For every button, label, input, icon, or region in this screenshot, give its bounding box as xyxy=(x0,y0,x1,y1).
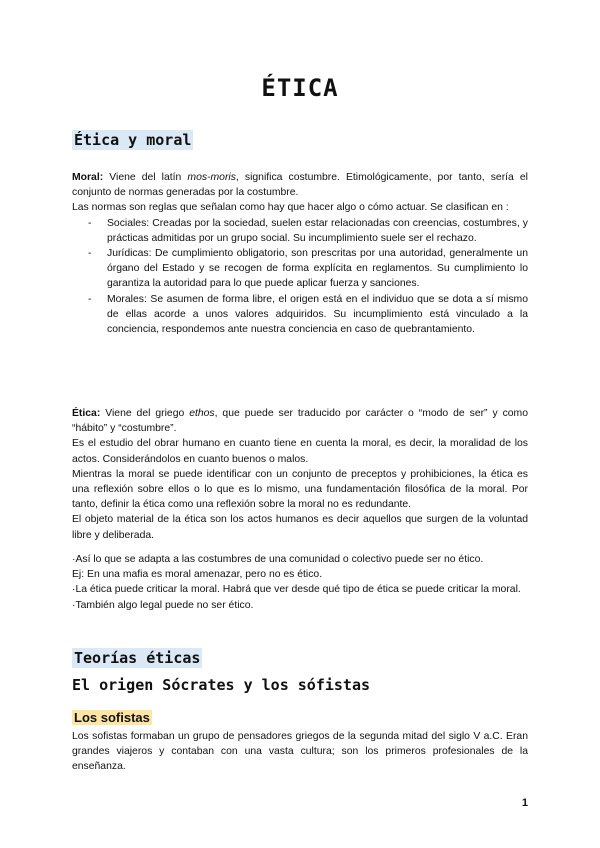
note-line: Ej: En una mafia es moral amenazar, pero no es ético. xyxy=(72,569,323,581)
etica-definition xyxy=(72,406,528,543)
list-item xyxy=(72,216,528,246)
notes-block xyxy=(72,552,528,613)
list-item-text: Morales: Se asumen de forma libre, el origen está en el individuo que se dota a sí mismo de ellas acorde a unos valores adquiridos. Su incumplimiento está vinculado a la conciencia, respondemos ante nuestra conciencia en caso de quebrantamiento. xyxy=(107,293,528,336)
etica-label: Ética: xyxy=(72,408,101,419)
etica-text-2: , que puede ser traducido por carácter o “modo de ser” y como “hábito” y “costumbre”. xyxy=(72,408,528,435)
moral-text-1: Viene del latín xyxy=(103,172,188,183)
etica-text-1: Viene del griego xyxy=(100,408,190,419)
section-heading-etica-moral: Ética y moral xyxy=(74,131,192,149)
list-item-text: Sociales: Creadas por la sociedad, suelen estar relacionadas con creencias, costumbres, y prácticas admitidas por un grupo social. Su incumplimiento suele ser el rechazo. xyxy=(107,217,528,244)
moral-text-2: , significa costumbre. Etimológicamente, por tanto, sería el conjunto de normas generadas por la costumbre. xyxy=(72,172,528,199)
note-line: ·También algo legal puede no ser ético. xyxy=(72,599,254,611)
normas-list xyxy=(72,216,528,338)
list-dash: - xyxy=(88,248,92,260)
page-number: 1 xyxy=(521,797,528,809)
moral-definition xyxy=(72,170,528,337)
moral-paragraph xyxy=(72,170,528,200)
list-dash: - xyxy=(88,293,92,305)
etica-paragraph xyxy=(72,406,528,436)
body-paragraph: Mientras la moral se puede identificar con un conjunto de preceptos y prohibiciones, la ética es una reflexión sobre ellos o lo que es lo mismo, una fundamentación filosófica de la moral. Por tanto, definir la ética como una reflexión sobre la moral no es redundante. xyxy=(72,468,528,511)
page-title: ÉTICA xyxy=(261,74,339,102)
etica-term: ethos xyxy=(189,408,215,419)
moral-colon: : xyxy=(99,172,104,183)
sofistas-text: Los sofistas formaban un grupo de pensadores griegos de la segunda mitad del siglo V a.C. Eran grandes viajeros y contaban con una vasta cultura; son los primeros profesionales de la enseñanza. xyxy=(72,731,528,773)
list-item xyxy=(72,292,528,338)
moral-term: mos-moris xyxy=(187,172,236,183)
subheading-sofistas: Los sofistas xyxy=(74,710,150,725)
list-dash: - xyxy=(88,217,92,229)
body-paragraph: El objeto material de la ética son los actos humanos es decir aquellos que surgen de la voluntad libre y deliberada. xyxy=(72,514,528,541)
sofistas-paragraph xyxy=(72,729,528,775)
section-heading-teorias: Teorías éticas xyxy=(74,649,201,667)
note-line: ·Así lo que se adapta a las costumbres de una comunidad o colectivo puede ser no ético. xyxy=(72,554,484,565)
moral-label: Moral xyxy=(72,172,100,183)
body-paragraph: Es el estudio del obrar humano en cuanto tiene en cuenta la moral, es decir, la moralidad de los actos. Considerándolos en cuanto buenos o malos. xyxy=(72,438,528,465)
subheading-origen: El origen Sócrates y los sófistas xyxy=(72,676,371,694)
list-item xyxy=(72,246,528,292)
normas-intro: Las normas son reglas que señalan como hay que hacer algo o cómo actuar. Se clasifican en : xyxy=(72,202,509,214)
list-item-text: Jurídicas: De cumplimiento obligatorio, son prescritas por una autoridad, generalmente un órgano del Estado y se recogen de forma explícita en reglamentos. Su cumplimiento lo garantiza la autoridad para lo que puede aplicar fuerza y sanciones. xyxy=(107,248,528,290)
note-line: ·La ética puede criticar la moral. Habrá que ver desde qué tipo de ética se puede criticar la moral. xyxy=(72,584,521,596)
